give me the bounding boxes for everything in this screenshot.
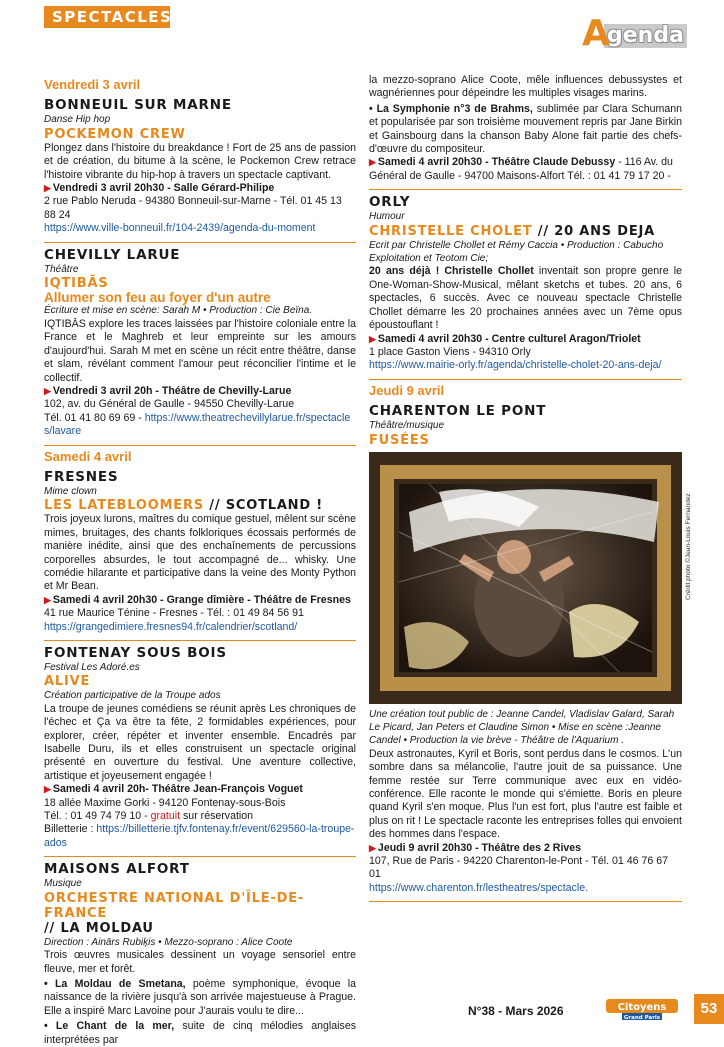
event-contact: [44, 412, 356, 439]
event-description: [369, 265, 682, 332]
genre-label: Humour: [369, 211, 405, 223]
show-title: IQTIBĀS: [44, 276, 109, 292]
agenda-logo: [582, 13, 688, 54]
show-title-main: ORCHESTRE NATIONAL D'ÎLE-DE-FRANCE: [44, 890, 305, 921]
free-badge: gratuit: [150, 810, 181, 823]
show-title-secondary: SCOTLAND !: [225, 498, 324, 514]
event-datetime: ▶ Samedi 4 avril 20h30 - Grange dîmière - Théâtre de Fresnes: [44, 594, 356, 607]
city-heading: FONTENAY SOUS BOIS: [44, 645, 227, 661]
magazine-logo: [606, 999, 678, 1021]
show-title: FUSÉES: [369, 432, 430, 448]
program-item: [44, 1020, 356, 1047]
event-description: IQTIBĀS explore les traces laissées par l'histoire coloniale entre la France et le Maghreb et leur empreinte sur les amours d'aujourd'hui. Sarah M met en scène un récit entre théâtre, danse et slam, révélant comment l'amour peut réconcilier l'intime et le collectif.: [44, 317, 356, 384]
genre-label: Musique: [44, 878, 82, 890]
genre-label: Festival Les Adoré.es: [44, 662, 140, 673]
show-title: [44, 891, 356, 936]
show-title: [44, 498, 356, 513]
program-item-text: poème symphonique, évoque la naissance de la rivière jusqu'à son arrivée majestueuse à Prague. Elle a inspiré Marc Lavoine pour J'aurais voulu te dire...: [44, 977, 357, 1017]
show-title-secondary: LA MOLDAU: [60, 920, 154, 936]
event-address: 2 rue Pablo Neruda - 94380 Bonneuil-sur-Marne - Tél. 01 45 13 88 24: [44, 195, 342, 221]
show-title: POCKEMON CREW: [44, 126, 186, 142]
event-phone: Tél. 01 41 80 69 69 -: [44, 411, 145, 424]
event-datetime: ▶ Jeudi 9 avril 20h30 - Théâtre des 2 Rives: [369, 842, 682, 855]
city-heading: MAISONS ALFORT: [44, 861, 190, 878]
show-title: ALIVE: [44, 674, 91, 690]
event-link[interactable]: https://www.charenton.fr/lestheatres/spectacle.: [369, 881, 589, 894]
show-credits: Ecrit par Christelle Chollet et Rémy Caccia • Production : Cabucho Exploitation et Teotom Cie;: [369, 239, 664, 265]
genre-label: Danse Hip hop: [44, 114, 111, 126]
title-separator: //: [203, 498, 226, 514]
event-datetime: ▶ Samedi 4 avril 20h30 - Centre culturel Aragon/Triolet: [369, 333, 682, 346]
day-heading: Vendredi 3 avril: [44, 77, 141, 92]
genre-label: Théâtre/musique: [369, 420, 445, 432]
program-item-text: sublimée par Clara Schumann et popularisée par son troisième mouvement repris par Jane Birkin et Gainsbourg dans la chanson Baby Alone fait partie des chefs-d'œuvre du compositeur.: [369, 102, 682, 156]
event-datetime: ▶ Samedi 4 avril 20h30 - Théâtre Claude Debussy: [369, 156, 615, 168]
event-link[interactable]: https://billetterie.tjfv.fontenay.fr/event/629560-la-troupe-ados: [44, 823, 355, 849]
divider: [44, 640, 356, 641]
event-description-text: inventait son propre genre le One-Woman-Show-Musical, mêlant sketchs et tubes. 20 ans, 6 spectacles, 6 succès. Avec ce nouveau spectacle Christelle Chollet démarre les 20 prochaines années avec un 7ème opus époustouflant !: [369, 265, 682, 332]
day-heading: Jeudi 9 avril: [369, 382, 445, 398]
event-link[interactable]: https://www.mairie-orly.fr/agenda/christelle-cholet-20-ans-deja/: [369, 359, 662, 372]
city-heading: CHEVILLY LARUE: [44, 246, 181, 263]
divider: [369, 189, 682, 190]
city-heading: FRESNES: [44, 468, 119, 485]
program-item-title: • La Moldau de Smetana,: [44, 977, 186, 990]
city-heading: ORLY: [369, 194, 411, 211]
show-title: [369, 224, 682, 239]
event-datetime: ▶ Vendredi 3 avril 20h30 - Salle Gérard-Philipe: [44, 182, 356, 195]
program-item-text: suite de cinq mélodies anglaises interprétées par: [44, 1020, 357, 1046]
magazine-logo-text: Citoyens: [617, 1002, 667, 1013]
ticketing-label: Billetterie :: [44, 823, 97, 836]
divider: [44, 242, 356, 243]
event-description: Plongez dans l'histoire du breakdance ! Fort de 25 ans de passion et de création, du bitume à la scène, le Pockemon Crew retrace l'histoire vibrante du hip-hop à travers un spectacle captivant.: [44, 141, 356, 181]
event-description: Deux astronautes, Kyril et Boris, sont perdus dans le cosmos. L'un sombre dans sa mélancolie, l'autre jouit de sa puissance. Une femme restée sur Terre communique avec eux en vidéo-conférence. Elle raconte le monde qui s'émiette. Boris en pleure quand Kyril s'en moque. Plus l'un est fort, plus l'autre est faible et plus on rit ! Le spectacle raconte les entreprises folles qui envoient des hommes dans l'espace.: [369, 747, 682, 841]
left-column: [44, 74, 356, 1047]
program-item: [44, 978, 356, 1018]
event-description-continued: la mezzo-soprano Alice Coote, mêle influences debussystes et wagnériennes pour dépeindre les multiples visages marins.: [369, 74, 682, 100]
magazine-logo-sub: Grand Paris: [623, 1015, 661, 1021]
magazine-logo-art: [606, 999, 678, 1021]
show-title-main: CHRISTELLE CHOLET: [369, 223, 533, 239]
show-subtitle: Allumer son feu au foyer d'un autre: [44, 290, 271, 306]
event-phone: Tél. : 01 49 74 79 10 -: [44, 810, 151, 823]
ticketing: [44, 823, 356, 850]
event-address: - 116 Av. du Général de Gaulle - 94700 Maisons-Alfort Tél. : 01 41 79 17 20 -: [369, 156, 673, 182]
event-description: La troupe de jeunes comédiens se réunit après Les chroniques de l'échec et Ça va être ta fête, 2 formidables expériences, pour explorer, créer, répéter et inventer ensemble. Encadrés par Isabelle Duru, ils et elles construisent un spectacle original présenté en ouverture du festival. Une aventure collective, artistique et joyeusement engagée !: [44, 702, 356, 782]
event-address: 1 place Gaston Viens - 94310 Orly: [369, 345, 531, 358]
photo-credit: Crédit photo ©Jean-Louis Fernandez: [685, 493, 692, 600]
show-credits: Une création tout public de : Jeanne Candel, Vladislav Galard, Sarah Le Picard, Jan Peters et Claudine Simon • Mise en scène :Jeanne Candel • Production la vie brève - Théâtre de l'Aquarium .: [369, 708, 675, 747]
event-datetime-line: [369, 156, 682, 183]
show-credits: Création participative de la Troupe ados: [44, 690, 221, 702]
agenda-logo-a: A: [582, 13, 610, 54]
program-item: [369, 103, 682, 157]
event-contact: [44, 810, 356, 823]
genre-label: Théâtre: [44, 263, 79, 275]
divider: [369, 379, 682, 380]
event-datetime: ▶ Samedi 4 avril 20h- Théâtre Jean-François Voguet: [44, 783, 356, 796]
event-description: Trois joyeux lurons, maîtres du comique gestuel, mêlent sur scène mimes, bruitages, des chants folkloriques écossais performés de manière inédite, ainsi que des enchaînements de percussions corporelles absurdes, le tout accompagné de... whisky. Une comédie hilarante et participative dans la veine des Monty Python et Mr Bean.: [44, 513, 356, 593]
section-tag: SPECTACLES: [44, 6, 170, 28]
show-photo-art: [369, 452, 682, 704]
show-title-main: LES LATEBLOOMERS: [44, 498, 204, 514]
city-heading: BONNEUIL SUR MARNE: [44, 97, 232, 114]
event-link[interactable]: https://grangedimiere.fresnes94.fr/calendrier/scotland/: [44, 620, 298, 633]
show-photo: [369, 452, 682, 704]
show-credits: Direction : Ainārs Rubiķis • Mezzo-soprano : Alice Coote: [44, 936, 293, 948]
divider: [44, 445, 356, 446]
page-number: 53: [694, 994, 724, 1024]
event-lead: 20 ans déjà ! Christelle Chollet: [369, 265, 534, 278]
event-link[interactable]: https://www.theatrechevillylarue.fr/spectacles/lavare: [44, 411, 351, 438]
show-credits: Écriture et mise en scène: Sarah M • Production : Cie Beïna.: [44, 305, 313, 317]
event-address: 102, av. du Général de Gaulle - 94550 Chevilly-Larue: [44, 398, 295, 411]
title-separator: //: [44, 920, 61, 936]
reservation-note: sur réservation: [180, 810, 254, 823]
program-item-title: • La Symphonie n°3 de Brahms,: [369, 102, 533, 115]
day-heading: Samedi 4 avril: [44, 448, 132, 464]
right-column: [369, 74, 682, 906]
divider: [369, 901, 682, 902]
issue-label: N°38 - Mars 2026: [468, 1004, 564, 1018]
event-datetime: ▶ Vendredi 3 avril 20h - Théâtre de Chevilly-Larue: [44, 385, 356, 398]
program-item-title: • Le Chant de la mer,: [44, 1020, 175, 1033]
divider: [44, 856, 356, 857]
genre-label: Mime clown: [44, 485, 97, 497]
event-description: Trois œuvres musicales dessinent un voyage sensoriel entre fleuve, mer et forêt.: [44, 949, 356, 975]
show-title-secondary: 20 ANS DEJA: [554, 223, 656, 239]
event-address: 107, Rue de Paris - 94220 Charenton-le-Pont - Tél. 01 46 76 67 01: [369, 855, 668, 881]
agenda-logo-rest: genda: [604, 24, 687, 48]
title-separator: //: [532, 223, 555, 239]
event-link[interactable]: https://www.ville-bonneuil.fr/104-2439/agenda-du-moment: [44, 222, 316, 235]
city-heading: CHARENTON LE PONT: [369, 403, 547, 420]
event-address: 41 rue Maurice Ténine - Fresnes - Tél. : 01 49 84 56 91: [44, 607, 304, 620]
event-address: 18 allée Maxime Gorki - 94120 Fontenay-sous-Bois: [44, 796, 286, 809]
